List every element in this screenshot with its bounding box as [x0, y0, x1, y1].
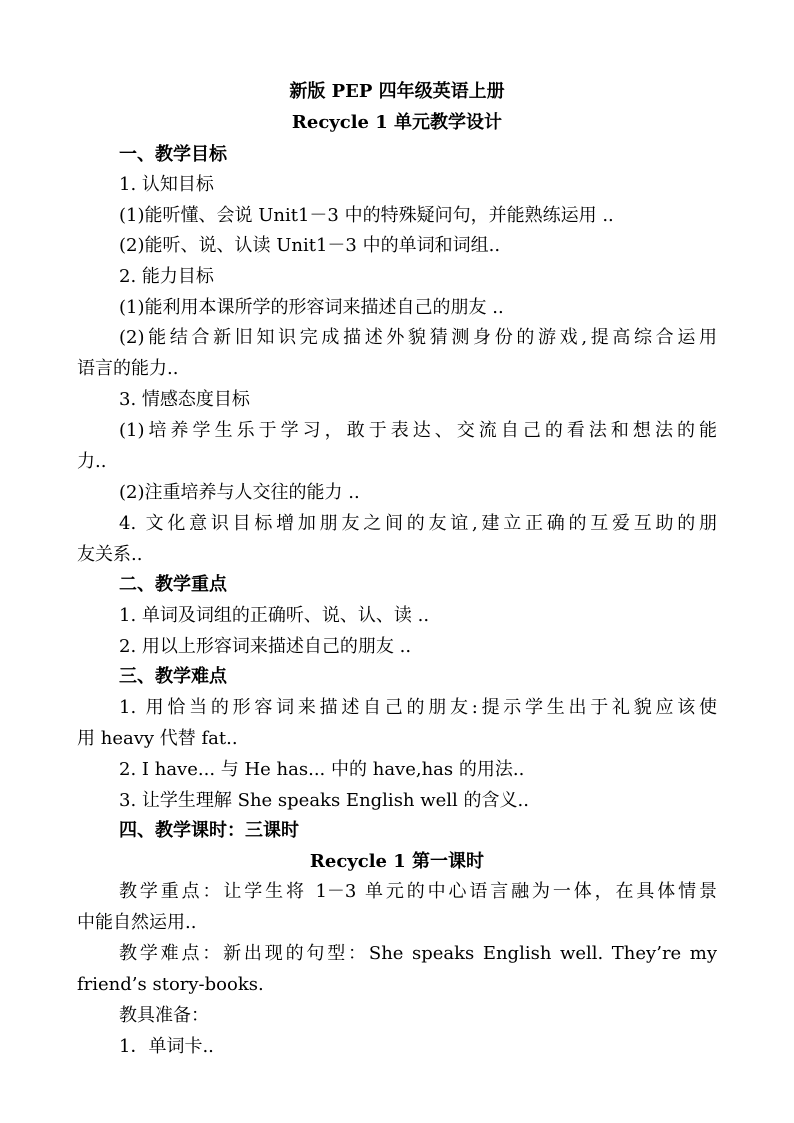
paragraph-line: 1. 用恰当的形容词来描述自己的朋友:提示学生出于礼貌应该使	[119, 697, 717, 718]
document-title: 新版 PEP 四年级英语上册	[289, 81, 505, 102]
subheading: 1. 认知目标	[119, 174, 214, 195]
document-subtitle: Recycle 1 单元教学设计	[291, 112, 503, 133]
paragraph-line: 教具准备：	[119, 1005, 209, 1026]
section-heading: 四、教学课时：三课时	[119, 820, 299, 841]
section-heading: 三、教学难点	[119, 666, 227, 687]
paragraph-line: 1. 单词及词组的正确听、说、认、读 ..	[119, 605, 430, 626]
paragraph-line: 用 heavy 代替 fat..	[77, 728, 238, 749]
subheading: 3. 情感态度目标	[119, 389, 250, 410]
paragraph-line: 教学难点：新出现的句型：She speaks English well. They’re my	[119, 943, 717, 964]
lesson-title: Recycle 1 第一课时	[309, 851, 485, 872]
subheading: 2. 能力目标	[119, 266, 214, 287]
paragraph-line: friend’s story-books.	[77, 974, 264, 995]
section-heading: 二、教学重点	[119, 574, 227, 595]
paragraph-line: 友关系..	[77, 544, 143, 565]
paragraph-line: 3. 让学生理解 She speaks English well 的含义..	[119, 790, 529, 811]
paragraph-line: (2)能听、说、认读 Unit1－3 中的单词和词组..	[119, 235, 501, 256]
paragraph-line: 教学重点：让学生将 1－3 单元的中心语言融为一体，在具体情景	[119, 881, 717, 902]
paragraph-line: 2. 用以上形容词来描述自己的朋友 ..	[119, 636, 412, 657]
paragraph-line: 2. I have... 与 He has... 中的 have,has 的用法..	[119, 759, 525, 780]
paragraph-line: (2)能结合新旧知识完成描述外貌猜测身份的游戏,提高综合运用	[119, 327, 717, 348]
paragraph-line: 中能自然运用..	[77, 912, 197, 933]
paragraph-line: 语言的能力..	[77, 358, 179, 379]
paragraph-line: (2)注重培养与人交往的能力 ..	[119, 482, 360, 503]
section-heading: 一、教学目标	[119, 144, 227, 165]
paragraph-line: (1)培养学生乐于学习，敢于表达、交流自己的看法和想法的能	[119, 420, 717, 441]
paragraph-line: (1)能听懂、会说 Unit1－3 中的特殊疑问句，并能熟练运用 ..	[119, 205, 614, 226]
paragraph-line: (1)能利用本课所学的形容词来描述自己的朋友 ..	[119, 297, 504, 318]
paragraph-line: 4. 文化意识目标增加朋友之间的友谊,建立正确的互爱互助的朋	[119, 513, 717, 534]
paragraph-line: 1．单词卡..	[119, 1036, 214, 1057]
paragraph-line: 力..	[77, 451, 107, 472]
